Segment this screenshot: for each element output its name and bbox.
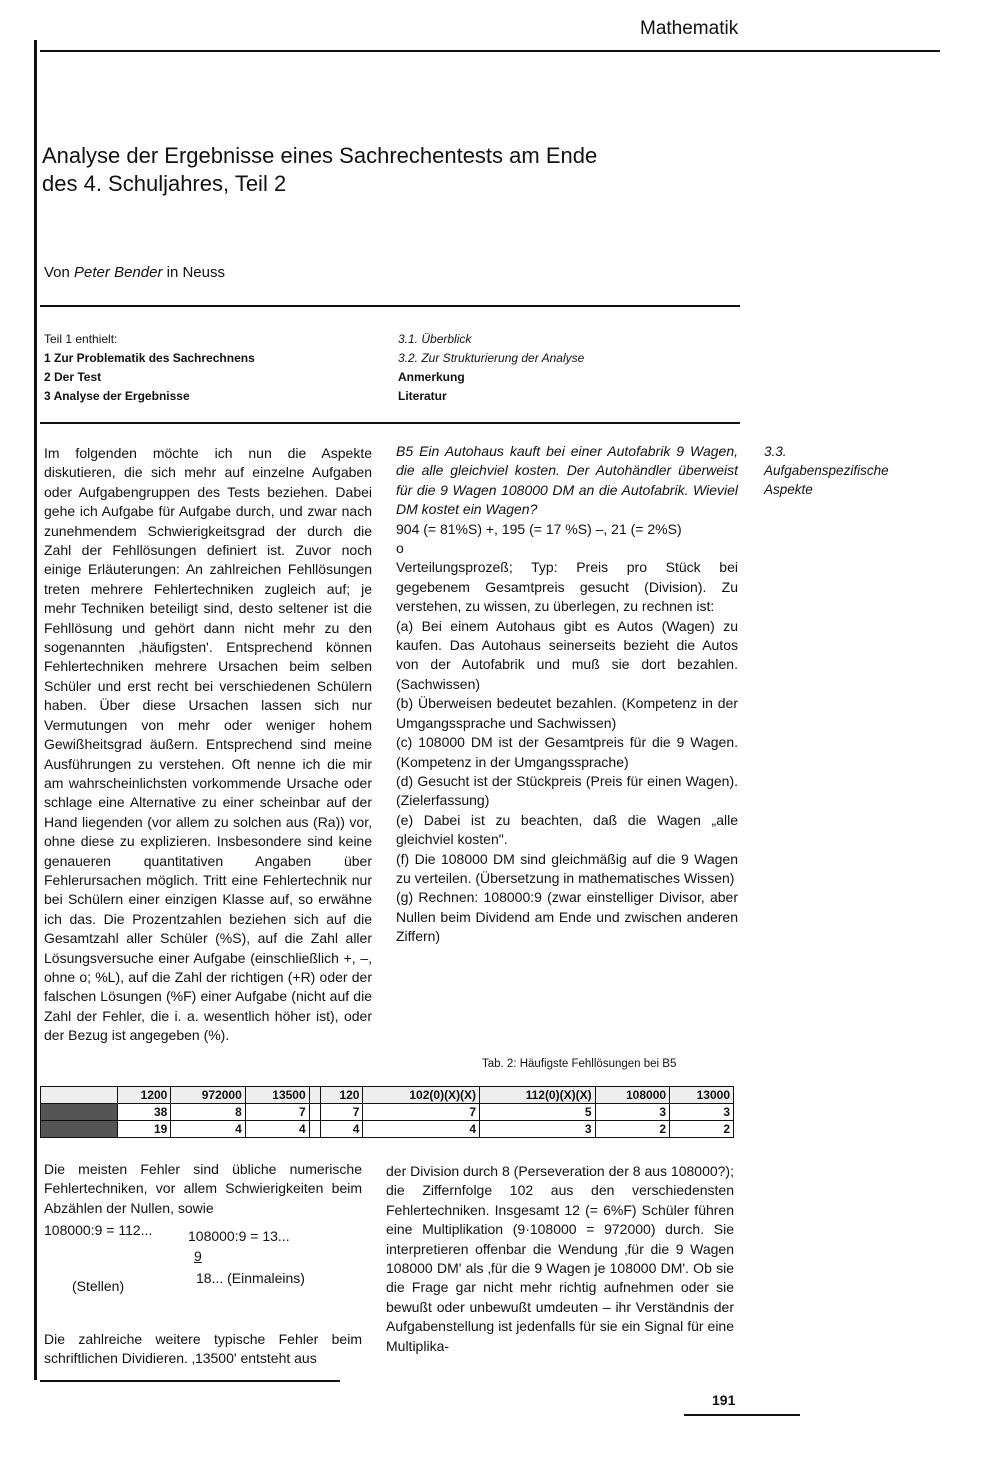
byline-prefix: Von [44,264,70,281]
toc-right-item: 3.2. Zur Strukturierung der Analyse [398,351,585,365]
bottom-paragraph-2: Die zahlreiche weitere typische Fehler beim schriftlichen Dividieren. ‚13500' entsteht aus [44,1331,362,1367]
calc-line: 108000:9 = 13... [188,1228,290,1244]
table-cell: 120 [320,1087,363,1104]
table-cell [309,1087,320,1104]
table-row [41,1104,734,1121]
footer-rule-left [40,1380,340,1382]
task-item: (c) 108000 DM ist der Gesamtpreis für die 9 Wagen. (Kompetenz in der Umgangssprache) [396,734,738,770]
article-title [42,142,742,198]
table-cell [41,1104,118,1121]
table-cell: 5 [480,1104,596,1121]
table-cell: 2 [670,1121,734,1138]
table-cell: 4 [363,1121,480,1138]
intro-paragraph: Im folgenden möchte ich nun die Aspekte diskutieren, die sich mehr auf einzelne Aufgaben oder Aufgabengruppen des Tests beziehen. Dabei gehe ich Aufgabe für Aufgabe durch, und zwar nach zunehmendem Schwierigkeitsgrad der durch die Zahl der Fehllösungen definiert ist. Zuvor noch einige Erläuterungen: An zahlreichen Fehllösungen treten mehrere Fehlertechniken zugleich auf; je mehr Techniken beteiligt sind, desto seltener ist die Fehllösung und gehört dann nicht mehr zu den sogenannten ‚häufigsten'. Entsprechend können Fehlertechniken mehrere Ursachen beim selben Schüler und erst recht bei verschiedenen Schülern haben. Über diese Ursachen lassen sich nur Vermutungen von mehr oder weniger hohem Gewißheitsgrad äußern. Entsprechend sind meine Ausführungen zu verstehen. Oft nenne ich die mir am wahrscheinlichsten vorkommende Ursache oder schlage eine Alternative zu einer scheinbar auf der Hand liegenden (vor allem zu solchen aus (Ra)) vor, ohne diese zu explizieren. Insbesondere sind keine genaueren quantitativen Angaben über Fehlerursachen möglich. Tritt eine Fehlertechnik nur bei Schülern einer einzigen Klasse auf, so erwähne ich das. Die Prozentzahlen beziehen sich auf die Gesamtzahl aller Schüler (%S), auf die Zahl aller Lösungsversuche einer Aufgabe (einschließlich +, –, ohne o; %L), auf die Zahl der richtigen (+R) oder der falschen Lösungen (%F) einer Aufgabe (nicht auf die Zahl der Fehler, die i. a. wesentlich höher ist), oder der Bezug ist angegeben (%). [44,445,372,1044]
table-cell: 972000 [171,1087,245,1104]
task-stats: 904 (= 81%S) +, 195 (= 17 %S) –, 21 (= 2%S) [396,520,682,537]
table-cell: 1200 [118,1087,171,1104]
section-label: Mathematik [640,18,739,39]
footer-rule-right [684,1414,800,1416]
table-cell: 4 [171,1121,245,1138]
toc-left-item: 2 Der Test [44,370,102,384]
task-item: (d) Gesucht ist der Stückpreis (Preis für einen Wagen). (Zielerfassung) [396,772,738,809]
task-item: (f) Die 108000 DM sind gleichmäßig auf die 9 Wagen zu verteilen. (Übersetzung in mathematisches Wissen) [396,850,738,886]
calc-line: (Stellen) [72,1278,125,1294]
left-column-bottom [44,1160,362,1218]
toc-right-item: Anmerkung [398,370,465,384]
task-item: (e) Dabei ist zu beachten, daß die Wagen „alle gleichviel kosten". [396,811,738,848]
task-type: Verteilungsprozeß; Typ: Preis pro Stück bei gegebenem Gesamtpreis gesucht (Division). Zu verstehen, zu wissen, zu überlegen, zu rechnen ist: [396,559,738,615]
toc-top-rule [40,305,740,307]
header-rule [40,50,940,52]
table-cell: 102(0)(X)(X) [363,1087,480,1104]
calc-line: 18... (Einmaleins) [196,1270,305,1286]
table-cell [41,1121,118,1138]
side-heading-line: Aspekte [764,482,813,497]
task-item: (b) Überweisen bedeutet bezahlen. (Kompetenz in der Umgangssprache und Sachwissen) [396,695,738,731]
page-number: 191 [712,1392,736,1408]
task-item: (g) Rechnen: 108000:9 (zwar einstelliger Divisor, aber Nullen beim Dividend am Ende und zwischen anderen Ziffern) [396,889,738,945]
calc-line: 9 [194,1248,202,1264]
table-cell: 3 [670,1104,734,1121]
table-cell: 19 [118,1121,171,1138]
table-cell [309,1104,320,1121]
table-cell: 7 [363,1104,480,1121]
left-margin-bar [34,40,37,1380]
table-cell: 108000 [595,1087,669,1104]
title-line-2: des 4. Schuljahres, Teil 2 [42,171,287,196]
table-cell: 112(0)(X)(X) [480,1087,596,1104]
table-cell: 3 [595,1104,669,1121]
toc-right [398,330,584,406]
calc-line: 108000:9 = 112... [44,1222,153,1238]
middle-column [396,442,738,947]
table-cell: 13500 [245,1087,309,1104]
table-cell: 4 [245,1121,309,1138]
byline-suffix: in Neuss [166,264,225,281]
middle-column-bottom [386,1162,734,1356]
task-b5: B5 Ein Autohaus kauft bei einer Autofabrik 9 Wagen, die alle gleichviel kosten. Der Autohändler überweist für die 9 Wagen 108000 DM an die Autofabrik. Wieviel DM kostet ein Wagen? [396,443,738,518]
table-cell: 7 [320,1104,363,1121]
toc-right-item: Literatur [398,389,447,403]
title-line-1: Analyse der Ergebnisse eines Sachrechentests am Ende [42,143,598,168]
bottom-paragraph-1: Die meisten Fehler sind übliche numerische Fehlertechniken, vor allem Schwierigkeiten beim Abzählen der Nullen, sowie [44,1161,362,1216]
table-header-row [41,1087,734,1104]
task-item: (a) Bei einem Autohaus gibt es Autos (Wagen) zu kaufen. Das Autohaus seinerseits bezieht die Autos von der Autofabrik und muß sie dort bezahlen. (Sachwissen) [396,617,738,692]
side-heading-number: 3.3. [764,444,787,459]
side-heading-line: Aufgabenspezifische [764,463,889,478]
table-cell: 3 [480,1121,596,1138]
table-cell [309,1121,320,1138]
table-cell: 2 [595,1121,669,1138]
bottom-paragraph-middle: der Division durch 8 (Perseveration der 8 aus 108000?); die Ziffernfolge 102 aus den verschiedensten Fehlertechniken. Insgesamt 12 (= 6%F) Schüler führen eine Multiplikation (9·108000 = 972000) durch. Sie interpretieren offenbar die Wendung ‚für die 9 Wagen 108000 DM' als ‚für die 9 Wagen je 108000 DM'. Ob sie die Frage gar nicht mehr richtig aufnehmen oder sie bewußt oder unbewußt umdeuten – ihr Verständnis der Aufgabenstellung ist jedenfalls für sie ein Signal für eine Multiplika- [386,1163,734,1354]
table-caption: Tab. 2: Häufigste Fehllösungen bei B5 [482,1058,677,1070]
error-table [40,1086,734,1138]
table-cell: 8 [171,1104,245,1121]
side-heading [764,442,889,499]
toc-left-item: Teil 1 enthielt: [44,332,118,346]
byline [44,264,225,281]
author-name: Peter Bender [74,264,163,281]
table-cell: 38 [118,1104,171,1121]
table-cell: 13000 [670,1087,734,1104]
toc-left-item: 3 Analyse der Ergebnisse [44,389,190,403]
table-cell: 7 [245,1104,309,1121]
toc-right-item: 3.1. Überblick [398,332,472,346]
toc-bottom-rule [40,422,740,424]
left-column [44,444,372,1046]
table-cell [41,1087,118,1104]
toc-left-item: 1 Zur Problematik des Sachrechnens [44,351,255,365]
left-column-bottom-2 [44,1330,362,1369]
table-cell: 4 [320,1121,363,1138]
toc-left [44,330,255,406]
table-row [41,1121,734,1138]
task-stats-o: o [396,540,404,557]
